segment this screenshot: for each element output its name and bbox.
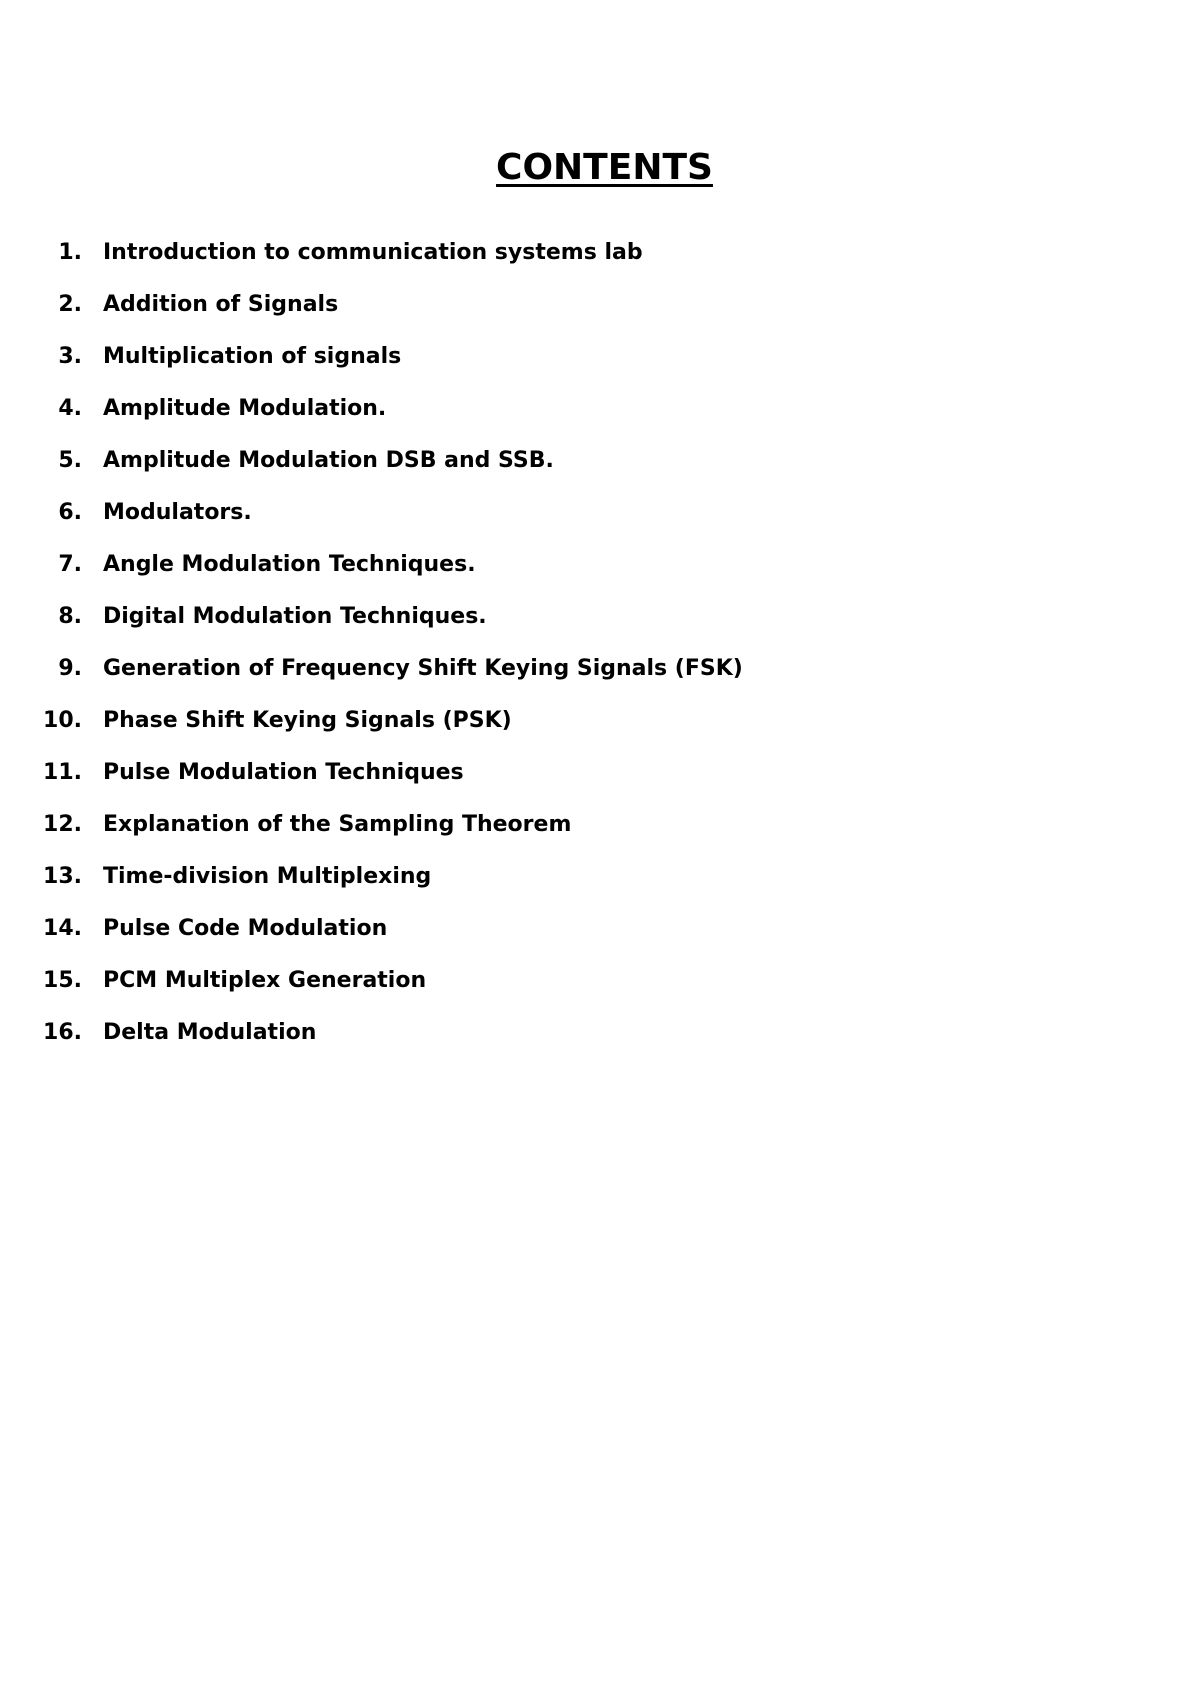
item-title: PCM Multiplex Generation <box>103 968 427 993</box>
item-title: Amplitude Modulation. <box>103 396 387 421</box>
item-number: 6. <box>58 500 82 525</box>
page-title-text: CONTENTS <box>496 147 713 188</box>
item-title: Digital Modulation Techniques. <box>103 604 487 629</box>
item-title: Delta Modulation <box>103 1020 317 1045</box>
item-number: 5. <box>58 448 82 473</box>
list-item <box>40 862 743 914</box>
list-item <box>40 654 743 706</box>
list-item <box>40 1018 743 1070</box>
list-item <box>40 342 743 394</box>
item-title: Pulse Code Modulation <box>103 916 388 941</box>
list-item <box>40 810 743 862</box>
item-number: 4. <box>58 396 82 421</box>
item-title: Generation of Frequency Shift Keying Signals (FSK) <box>103 656 743 681</box>
item-number: 11. <box>43 760 82 785</box>
item-title: Explanation of the Sampling Theorem <box>103 812 572 837</box>
list-item <box>40 602 743 654</box>
item-title: Phase Shift Keying Signals (PSK) <box>103 708 512 733</box>
item-number: 2. <box>58 292 82 317</box>
item-number: 13. <box>43 864 82 889</box>
item-number: 12. <box>43 812 82 837</box>
item-title: Time-division Multiplexing <box>103 864 432 889</box>
item-title: Modulators. <box>103 500 252 525</box>
item-title: Amplitude Modulation DSB and SSB. <box>103 448 554 473</box>
item-number: 1. <box>58 240 82 265</box>
list-item <box>40 914 743 966</box>
item-title: Pulse Modulation Techniques <box>103 760 464 785</box>
item-title: Multiplication of signals <box>103 344 402 369</box>
item-number: 7. <box>58 552 82 577</box>
list-item <box>40 706 743 758</box>
item-title: Introduction to communication systems lab <box>103 240 643 265</box>
list-item <box>40 758 743 810</box>
list-item <box>40 394 743 446</box>
list-item <box>40 238 743 290</box>
item-number: 10. <box>43 708 82 733</box>
list-item <box>40 290 743 342</box>
list-item <box>40 966 743 1018</box>
item-number: 9. <box>58 656 82 681</box>
page-title <box>0 146 1200 190</box>
item-number: 3. <box>58 344 82 369</box>
item-number: 8. <box>58 604 82 629</box>
item-title: Angle Modulation Techniques. <box>103 552 476 577</box>
list-item <box>40 498 743 550</box>
item-number: 14. <box>43 916 82 941</box>
item-title: Addition of Signals <box>103 292 339 317</box>
list-item <box>40 550 743 602</box>
table-of-contents <box>40 238 743 1070</box>
list-item <box>40 446 743 498</box>
item-number: 15. <box>43 968 82 993</box>
item-number: 16. <box>43 1020 82 1045</box>
